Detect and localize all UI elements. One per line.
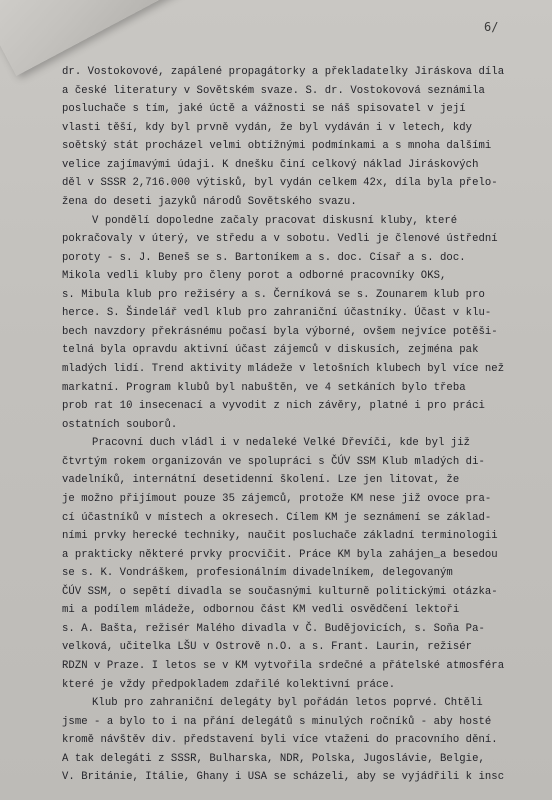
text-line: s. Mibula klub pro režiséry a s. Černíková se s. Zounarem klub pro xyxy=(62,288,485,301)
text-line: a české literatury v Sovětském svaze. S. dr. Vostokovová seznámila xyxy=(62,84,485,97)
text-line: je možno přijímout pouze 35 zájemců, protože KM nese již ovoce pra- xyxy=(62,492,492,505)
text-line: cí účastníků v místech a okresech. Cílem KM je seznámení se základ- xyxy=(62,511,492,524)
text-line: poroty - s. J. Beneš se s. Bartoníkem a s. doc. Císař a s. doc. xyxy=(62,251,466,264)
text-line: prob rat 10 insecenací a vyvodit z nich závěry, platné i pro práci xyxy=(62,400,485,413)
page-number: 6/ xyxy=(484,20,499,34)
text-line: Klub pro zahraniční delegáty byl pořádán letos poprvé. Chtěli xyxy=(92,697,483,710)
text-line: A tak delegáti z SSSR, Bulharska, NDR, Polska, Jugoslávie, Belgie, xyxy=(62,752,485,765)
text-line: ostatních souborů. xyxy=(62,418,178,431)
text-line: V pondělí dopoledne začaly pracovat diskusní kluby, které xyxy=(92,214,458,227)
text-line: vlasti těší, kdy byl prvně vydán, že byl vydáván i v letech, kdy xyxy=(62,121,473,134)
text-line: velková, učitelka LŠU v Ostrově n.O. a s. Frant. Laurin, režisér xyxy=(62,641,473,654)
text-line: posluchače s tím, jaké úctě a vážnosti se náš spisovatel v její xyxy=(62,103,466,116)
text-line: vadelníků, internátní desetidenní školení. Lze jen litovat, že xyxy=(62,474,460,487)
text-line: pokračovaly v úterý, ve středu a v sobotu. Vedli je členové ústřední xyxy=(62,233,498,246)
text-line: mi a podílem mládeže, odbornou část KM vedli osvědčení lektoři xyxy=(62,604,460,617)
text-line: čtvrtým rokem organizován ve spolupráci s ČÚV SSM Klub mladých di- xyxy=(62,455,485,468)
text-line: a prakticky některé prvky procvičit. Práce KM byla zahájen_a besedou xyxy=(62,548,498,561)
text-line: Pracovní duch vládl i v nedaleké Velké Dřevíči, kde byl již xyxy=(92,437,471,450)
text-line: mladých lidí. Trend aktivity mládeže v letošních klubech byl více než xyxy=(62,363,505,376)
text-line: kromě návštěv div. představení byli více vtaženi do pracovního dění. xyxy=(62,734,498,747)
text-line: ními prvky herecké techniky, naučit posluchače základní terminologii xyxy=(62,530,498,543)
text-line: ČÚV SSM, o sepětí divadla se současnými kulturně politickými otázka- xyxy=(62,585,498,598)
text-line: V. Británie, Itálie, Ghany i USA se scházeli, aby se vyjádřili k insc xyxy=(62,771,505,784)
text-line: jsme - a bylo to i na přání delegátů s minulých ročníků - aby hosté xyxy=(62,715,492,728)
text-line: žena do deseti jazyků národů Sovětského svazu. xyxy=(62,195,357,208)
text-line: herce. S. Šindelář vedl klub pro zahraniční účastníky. Účast v klu- xyxy=(62,307,492,320)
text-line: RDZN v Praze. I letos se v KM vytvořila srdečné a přátelské atmosféra xyxy=(62,660,505,673)
text-line: telná byla opravdu aktivní účast zájemců v diskusích, zejména pak xyxy=(62,344,479,357)
text-line: dr. Vostokovové, zapálené propagátorky a překladatelky Jiráskova díla xyxy=(62,66,505,78)
text-line: s. A. Bašta, režisér Malého divadla v Č. Budějovicích, s. Soňa Pa- xyxy=(62,622,485,635)
text-line: velice zajímavými údaji. K dnešku činí celkový náklad Jiráskových xyxy=(62,158,479,171)
curled-page-corner xyxy=(0,0,202,76)
text-line: se s. K. Vondráškem, profesionálním divadelníkem, delegovaným xyxy=(62,567,453,580)
text-line: Mikola vedli kluby pro členy porot a odborné pracovníky OKS, xyxy=(62,270,447,283)
text-line: soětský stát procházel velmi obtížnými podmínkami a s mnoha dalšími xyxy=(62,140,492,153)
text-line: které je vždy předpokladem zdařilé kolektivní práce. xyxy=(62,678,396,691)
text-line: bech navzdory překrásnému počasí byla výborné, ovšem nejvíce potěši- xyxy=(62,325,498,338)
text-line: markatní. Program klubů byl nabuštěn, ve 4 setkáních bylo třeba xyxy=(62,381,466,394)
text-line: děl v SSSR 2,716.000 výtisků, byl vydán celkem 42x, díla byla přelo- xyxy=(62,177,498,190)
